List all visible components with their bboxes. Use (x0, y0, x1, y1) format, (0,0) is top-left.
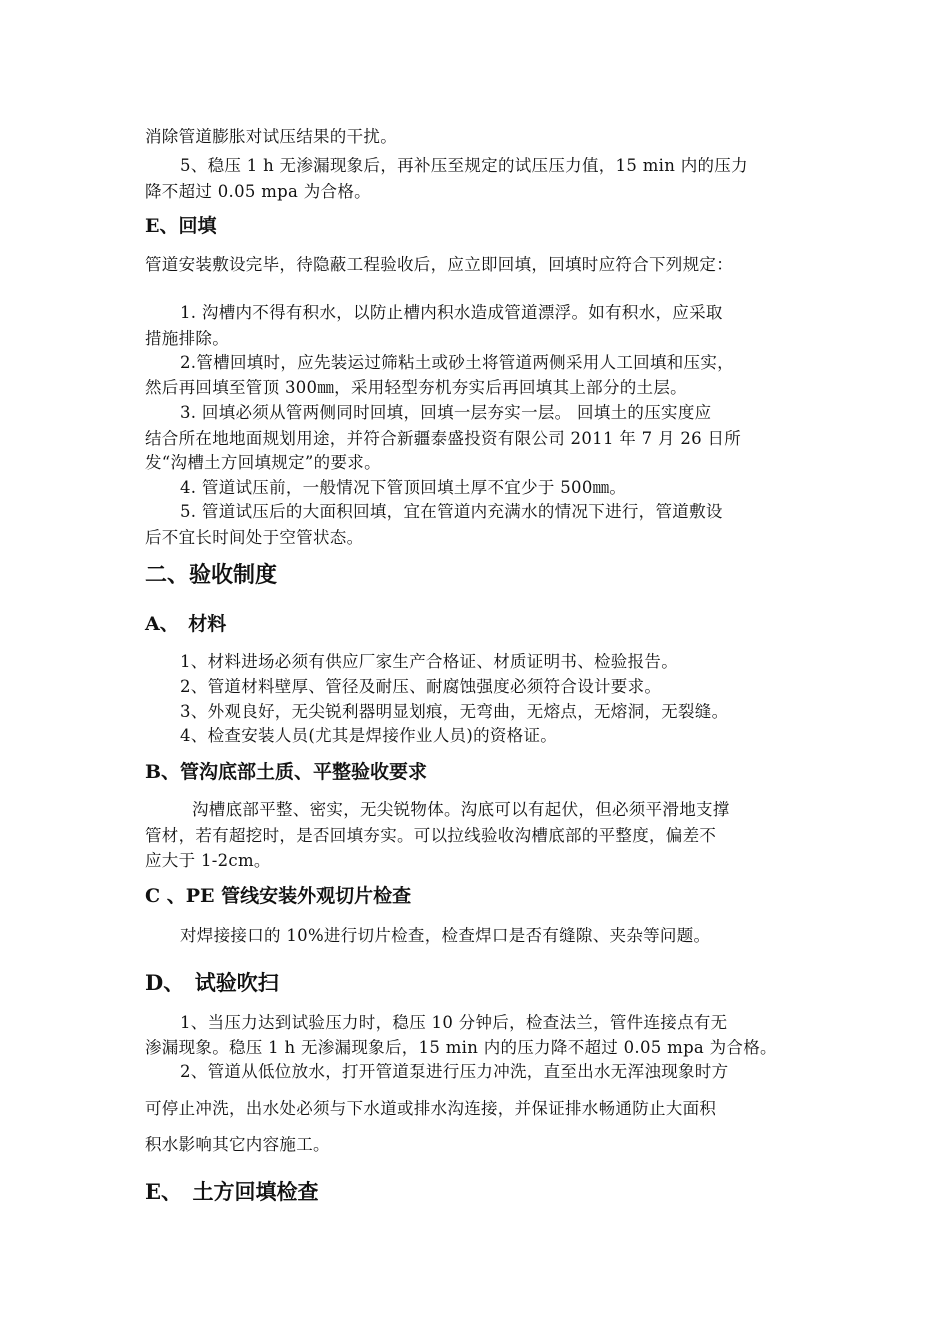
list-item: 3. 回填必须从管两侧同时回填，回填一层夯实一层。 回填土的压实度应 (180, 403, 712, 422)
section-heading-c: C 、PE 管线安装外观切片检查 (145, 885, 412, 907)
list-item: 2.管槽回填时，应先装运过筛粘土或砂土将管道两侧采用人工回填和压实， (180, 353, 734, 372)
list-item: 3、外观良好，无尖锐利器明显划痕，无弯曲，无熔点，无熔洞，无裂缝。 (180, 702, 729, 721)
paragraph-line: 应大于 1-2cm。 (145, 851, 271, 870)
paragraph-line: 5、稳压 1 h 无渗漏现象后，再补压至规定的试压压力值，15 min 内的压力 (180, 156, 748, 175)
list-item: 积水影响其它内容施工。 (145, 1135, 330, 1154)
chapter-heading: 二、验收制度 (145, 562, 278, 588)
section-heading-e2: E、 土方回填检查 (145, 1179, 319, 1204)
section-heading-b: B、管沟底部土质、平整验收要求 (145, 761, 428, 783)
list-item: 渗漏现象。稳压 1 h 无渗漏现象后，15 min 内的压力降不超过 0.05 mpa 为合格。 (145, 1038, 777, 1057)
list-item: 1、当压力达到试验压力时，稳压 10 分钟后，检查法兰，管件连接点有无 (180, 1013, 728, 1032)
list-item: 2、管道材料壁厚、管径及耐压、耐腐蚀强度必须符合设计要求。 (180, 677, 662, 696)
paragraph-line: 降不超过 0.05 mpa 为合格。 (145, 182, 371, 201)
section-heading-e: E、回填 (145, 215, 217, 237)
list-item: 措施排除。 (145, 329, 229, 348)
section-heading-d: D、 试验吹扫 (145, 970, 279, 995)
list-item: 可停止冲洗，出水处必须与下水道或排水沟连接，并保证排水畅通防止大面积 (145, 1099, 717, 1118)
paragraph-line: 消除管道膨胀对试压结果的干扰。 (145, 127, 397, 146)
list-item: 5. 管道试压后的大面积回填，宜在管道内充满水的情况下进行，管道敷设 (180, 502, 723, 521)
list-item: 2、管道从低位放水，打开管道泵进行压力冲洗，直至出水无浑浊现象时方 (180, 1062, 729, 1081)
list-item: 然后再回填至管顶 300㎜，采用轻型夯机夯实后再回填其上部分的土层。 (145, 378, 687, 397)
list-item: 结合所在地地面规划用途，并符合新疆泰盛投资有限公司 2011 年 7 月 26 日所 (145, 429, 742, 448)
list-item: 1. 沟槽内不得有积水，以防止槽内积水造成管道漂浮。如有积水，应采取 (180, 303, 723, 322)
section-heading-a: A、 材料 (145, 613, 227, 635)
paragraph-line: 对焊接接口的 10%进行切片检查，检查焊口是否有缝隙、夹杂等问题。 (180, 926, 711, 945)
list-item: 4、检查安装人员(尤其是焊接作业人员)的资格证。 (180, 726, 558, 745)
paragraph-line: 管材，若有超挖时，是否回填夯实。可以拉线验收沟槽底部的平整度，偏差不 (145, 826, 717, 845)
list-item: 4. 管道试压前，一般情况下管顶回填土厚不宜少于 500㎜。 (180, 478, 627, 497)
list-item: 后不宜长时间处于空管状态。 (145, 528, 364, 547)
paragraph-line: 沟槽底部平整、密实，无尖锐物体。沟底可以有起伏，但必须平滑地支撑 (192, 800, 730, 819)
paragraph-line: 管道安装敷设完毕，待隐蔽工程验收后，应立即回填，回填时应符合下列规定： (145, 255, 733, 274)
list-item: 发“沟槽土方回填规定”的要求。 (145, 453, 381, 472)
list-item: 1、材料进场必须有供应厂家生产合格证、材质证明书、检验报告。 (180, 652, 678, 671)
